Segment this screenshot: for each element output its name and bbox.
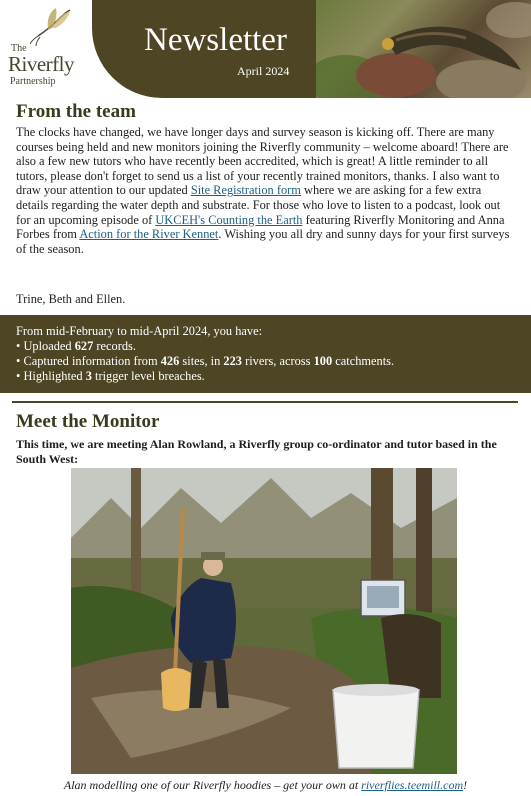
monitor-photo xyxy=(71,468,457,774)
stats-panel xyxy=(0,315,531,393)
team-signoff: Trine, Beth and Ellen. xyxy=(16,292,126,306)
logo-text-riverfly: Riverfly xyxy=(8,52,74,76)
caddisfly-larva-photo xyxy=(316,0,531,98)
stats-breaches: • Highlighted 3 trigger level breaches. xyxy=(16,369,394,384)
section-divider xyxy=(12,401,518,403)
newsletter-title: Newsletter xyxy=(144,22,287,58)
issue-date: April 2024 xyxy=(237,64,290,78)
monitor-intro: This time, we are meeting Alan Rowland, a Riverfly group co-ordinator and tutor based in the South West: xyxy=(16,437,497,466)
riverfly-logo[interactable] xyxy=(0,0,92,98)
mayfly-icon xyxy=(30,6,80,46)
teemill-shop-link[interactable]: riverflies.teemill.com xyxy=(361,778,464,792)
site-registration-link[interactable]: Site Registration form xyxy=(190,183,301,198)
stats-records: • Uploaded 627 records. xyxy=(16,339,394,354)
logo-text-the: The xyxy=(11,43,27,54)
stats-intro: From mid-February to mid-April 2024, you have: xyxy=(16,324,263,338)
stats-list xyxy=(16,339,394,383)
action-river-kennet-link[interactable]: Action for the River Kennet xyxy=(79,227,219,242)
newsletter-header xyxy=(0,0,531,98)
from-the-team-heading: From the team xyxy=(16,101,136,122)
meet-the-monitor-heading: Meet the Monitor xyxy=(16,411,160,432)
stats-sites: • Captured information from 426 sites, in 223 rivers, across 100 catchments. xyxy=(16,354,394,369)
logo-text-partnership: Partnership xyxy=(10,76,56,87)
title-banner xyxy=(92,0,316,98)
team-message: The clocks have changed, we have longer days and survey season is kicking off. There are many courses being held and new monitors joining the Riverfly community – welcome aboard! There are also a few new tutors who have recently been accredited, which is great! A little reminder to all tutors, please don't forget to send us a list of your recently trained monitors, thanks. I also want to draw your attention to our updated Site Registration form where we are asking for a few extra details regarding the water depth and substrate. For those who love to listen to a podcast, look out for an upcoming episode of UKCEH's Counting the Earth featuring Riverfly Monitoring and Anna Forbes from Action for the River Kennet. Wishing you all dry and sunny days for your first surveys of the season. xyxy=(16,125,510,256)
photo-caption: Alan modelling one of our Riverfly hoodies – get your own at riverflies.teemill.com! xyxy=(63,778,468,792)
counting-the-earth-link[interactable]: UKCEH's Counting the Earth xyxy=(155,212,303,227)
